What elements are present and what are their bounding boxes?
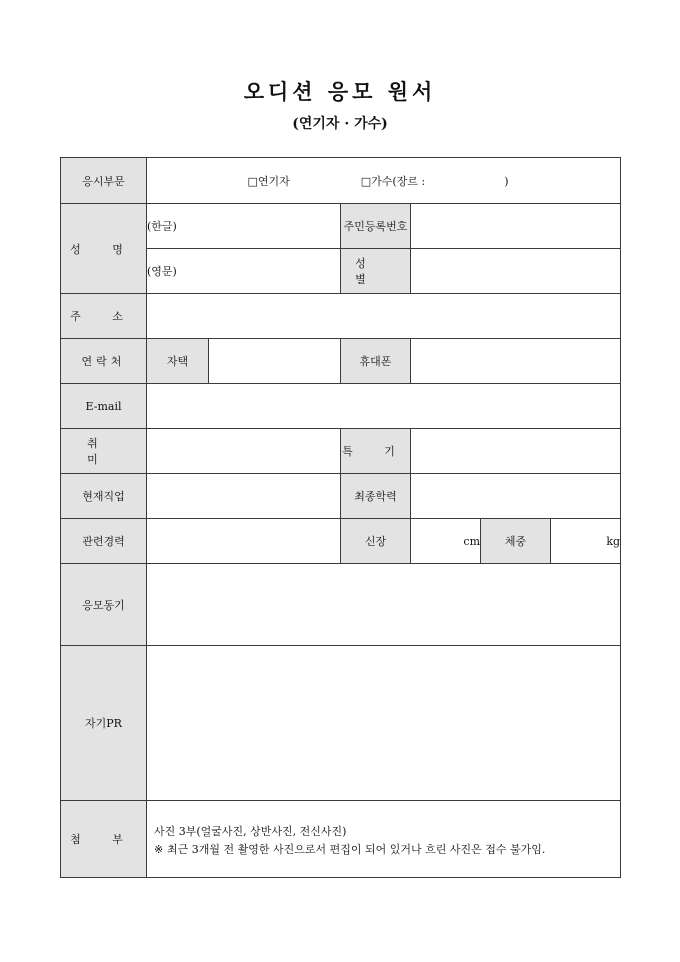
pr-label: 자기PR [61,646,147,801]
job-field[interactable] [147,474,341,519]
attachment-label: 첨 부 [61,801,147,878]
genre-close-paren: ) [504,174,509,188]
row-attachment [61,801,621,878]
note-mark: ※ [154,843,164,856]
weight-label: 체중 [481,519,551,564]
row-division [61,158,621,204]
row-contact [61,339,621,384]
page-title: 오디션 응모 원서 [243,79,437,104]
mobile-field[interactable] [411,339,621,384]
talent-label: 특 기 [341,429,411,474]
english-name-field[interactable]: (영문) [147,249,341,294]
email-label: E-mail [61,384,147,429]
attachment-note [154,841,613,859]
option-actor-checkbox[interactable]: □연기자 [247,174,290,188]
height-field[interactable]: cm [411,519,481,564]
hobby-field[interactable] [147,429,341,474]
address-label: 주 소 [61,294,147,339]
resident-no-label: 주민등록번호 [341,204,411,249]
hobby-label: 취 미 [61,429,147,474]
division-label: 응시부문 [61,158,147,204]
name-label: 성 명 [61,204,147,294]
row-name-korean [61,204,621,249]
email-field[interactable] [147,384,621,429]
weight-field[interactable]: kg [551,519,621,564]
page-subtitle: (연기자 · 가수) [292,116,388,132]
row-job [61,474,621,519]
resident-no-field[interactable] [411,204,621,249]
attachment-info [147,801,621,878]
motive-label: 응모동기 [61,564,147,646]
note-text: 최근 3개월 전 촬영한 사진으로서 편집이 되어 있거나 흐린 사진은 접수 불가임. [167,843,546,856]
career-label: 관련경력 [61,519,147,564]
motive-field[interactable] [147,564,621,646]
home-phone-label: 자택 [147,339,209,384]
option-singer-checkbox[interactable]: □가수(장르 : [360,174,426,188]
job-label: 현재직업 [61,474,147,519]
height-label: 신장 [341,519,411,564]
application-form [60,157,621,878]
education-field[interactable] [411,474,621,519]
pr-field[interactable] [147,646,621,801]
korean-name-field[interactable]: (한글) [147,204,341,249]
row-address [61,294,621,339]
row-career [61,519,621,564]
contact-label: 연락처 [61,339,147,384]
row-email [61,384,621,429]
home-phone-field[interactable] [209,339,341,384]
address-field[interactable] [147,294,621,339]
row-pr [61,646,621,801]
attachment-line: 사진 3부(얼굴사진, 상반사진, 전신사진) [154,825,347,838]
division-options [147,158,621,204]
career-field[interactable] [147,519,341,564]
gender-label: 성 별 [341,249,411,294]
talent-field[interactable] [411,429,621,474]
education-label: 최종학력 [341,474,411,519]
row-motive [61,564,621,646]
gender-field[interactable] [411,249,621,294]
mobile-label: 휴대폰 [341,339,411,384]
row-hobby [61,429,621,474]
